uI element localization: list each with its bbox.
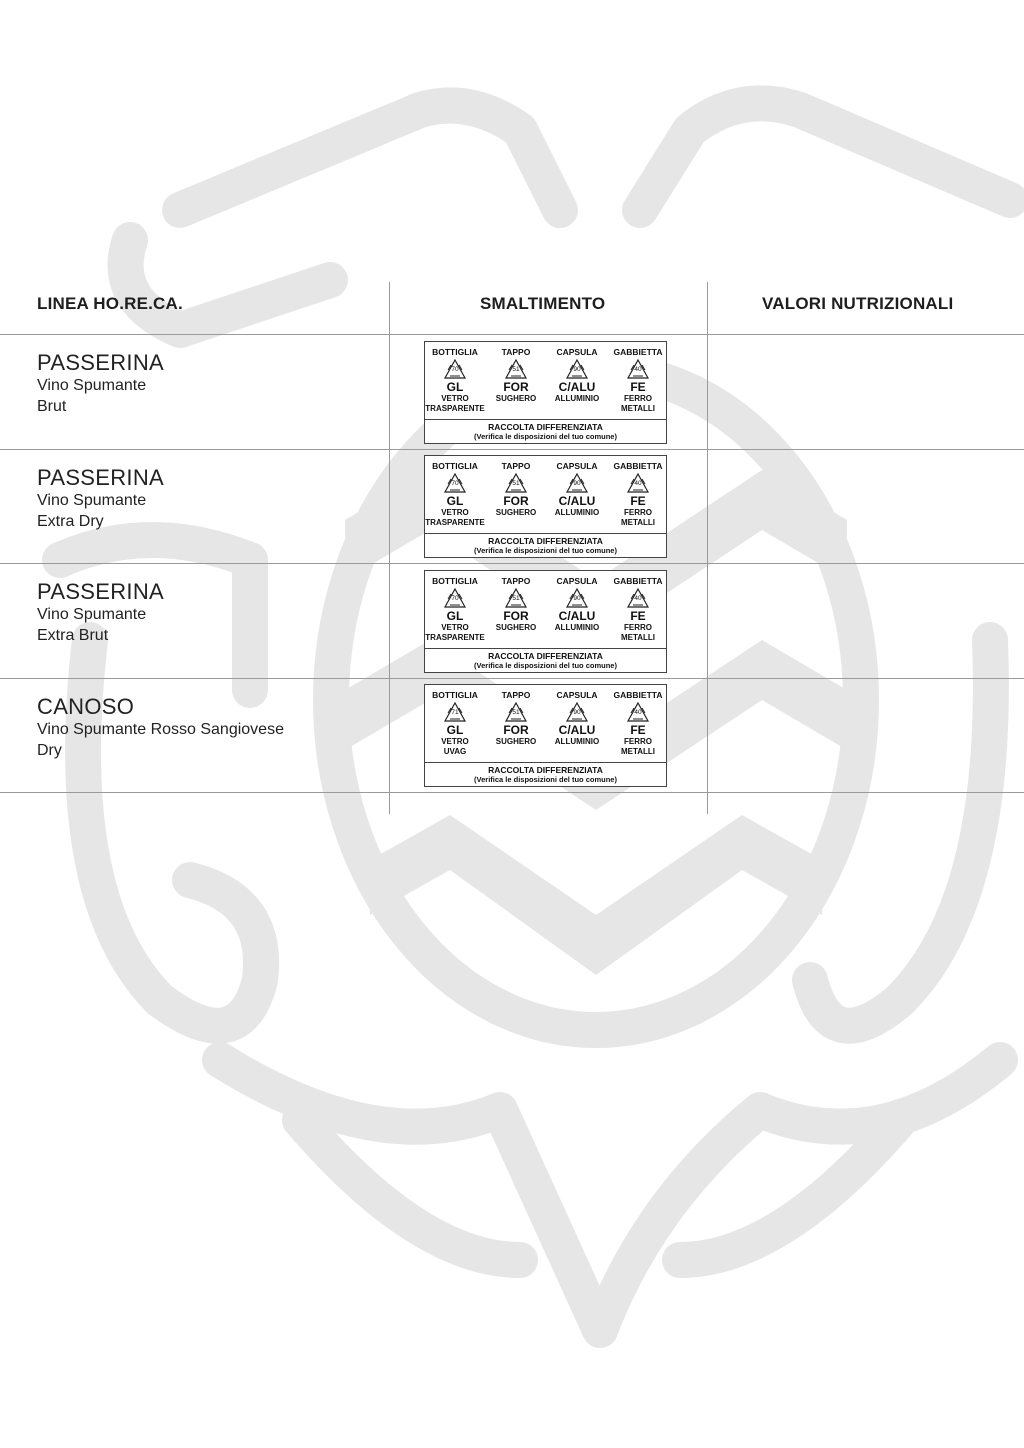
recycling-number: 90 [573, 480, 581, 487]
material-name [425, 737, 485, 757]
material-line-1: SUGHERO [495, 508, 537, 517]
material-name [486, 623, 546, 633]
product-cell [37, 579, 164, 646]
header-valori-nutrizionali: VALORI NUTRIZIONALI [762, 294, 954, 313]
material-code: FOR [503, 723, 529, 737]
component-name: CAPSULA [556, 576, 598, 586]
material-code: FE [630, 380, 646, 394]
disposal-label [424, 570, 667, 673]
product-type: Vino Spumante [37, 377, 147, 394]
component-name: CAPSULA [556, 690, 598, 700]
material-code: C/ALU [558, 609, 596, 623]
component-name: GABBIETTA [613, 690, 663, 700]
verifica-text: (Verifica le disposizioni del tuo comune) [474, 661, 617, 670]
material-line-2: METALLI [620, 747, 656, 756]
material-line-1: VETRO [441, 737, 469, 746]
material-code: C/ALU [558, 723, 596, 737]
recycling-number: 40 [634, 366, 642, 373]
recycling-number: 90 [573, 595, 581, 602]
component-name: GABBIETTA [613, 576, 663, 586]
material-name [547, 508, 607, 518]
product-style: Extra Dry [37, 513, 104, 530]
disposal-footer [425, 648, 666, 672]
product-cell [37, 694, 284, 761]
material-code: FE [630, 609, 646, 623]
component-name: TAPPO [501, 347, 531, 357]
material-code: C/ALU [558, 494, 596, 508]
row-divider [0, 563, 1024, 564]
product-style: Brut [37, 398, 67, 415]
recycling-number: 70 [451, 366, 459, 373]
material-name [547, 737, 607, 747]
material-code: GL [446, 609, 464, 623]
component-name: BOTTIGLIA [432, 347, 478, 357]
component-name: CAPSULA [556, 347, 598, 357]
recycling-number: 51 [512, 480, 520, 487]
raccolta-text: RACCOLTA DIFFERENZIATA [488, 765, 603, 775]
component-name: BOTTIGLIA [432, 461, 478, 471]
raccolta-text: RACCOLTA DIFFERENZIATA [488, 536, 603, 546]
recycling-number: 71 [451, 709, 459, 716]
material-code: FE [630, 723, 646, 737]
material-code: FOR [503, 494, 529, 508]
recycling-number: 40 [634, 709, 642, 716]
material-line-1: SUGHERO [495, 394, 537, 403]
material-name [547, 394, 607, 404]
component-name: TAPPO [501, 690, 531, 700]
component-name: GABBIETTA [613, 347, 663, 357]
material-line-1: VETRO [441, 394, 469, 403]
recycling-number: 51 [512, 595, 520, 602]
product-cell [37, 350, 164, 417]
material-code: FOR [503, 609, 529, 623]
recycling-number: 70 [451, 480, 459, 487]
material-line-2: METALLI [620, 633, 656, 642]
column-divider [389, 282, 390, 814]
column-divider [707, 282, 708, 814]
product-type: Vino Spumante [37, 492, 147, 509]
product-type: Vino Spumante [37, 606, 147, 623]
recycling-number: 51 [512, 366, 520, 373]
material-line-2: METALLI [620, 518, 656, 527]
material-line-1: ALLUMINIO [554, 508, 600, 517]
material-name [608, 623, 668, 643]
material-line-2: TRASPARENTE [425, 633, 485, 642]
material-line-2: METALLI [620, 404, 656, 413]
material-line-1: ALLUMINIO [554, 623, 600, 632]
product-name: PASSERINA [37, 579, 164, 604]
recycling-number: 40 [634, 480, 642, 487]
recycling-number: 51 [512, 709, 520, 716]
material-line-1: SUGHERO [495, 737, 537, 746]
header-linea-horeca: LINEA HO.RE.CA. [37, 294, 183, 313]
material-line-2: TRASPARENTE [425, 404, 485, 413]
component-name: GABBIETTA [613, 461, 663, 471]
disposal-footer [425, 533, 666, 557]
raccolta-text: RACCOLTA DIFFERENZIATA [488, 422, 603, 432]
material-name [486, 508, 546, 518]
component-name: TAPPO [501, 576, 531, 586]
row-divider [0, 792, 1024, 793]
verifica-text: (Verifica le disposizioni del tuo comune) [474, 775, 617, 784]
material-line-2: UVAG [443, 747, 467, 756]
material-line-2: TRASPARENTE [425, 518, 485, 527]
material-code: GL [446, 723, 464, 737]
material-line-1: ALLUMINIO [554, 394, 600, 403]
verifica-text: (Verifica le disposizioni del tuo comune) [474, 432, 617, 441]
material-line-1: ALLUMINIO [554, 737, 600, 746]
disposal-label [424, 684, 667, 787]
material-line-1: FERRO [624, 394, 652, 403]
material-line-1: FERRO [624, 623, 652, 632]
header-smaltimento: SMALTIMENTO [480, 294, 606, 313]
material-line-1: VETRO [441, 508, 469, 517]
component-name: BOTTIGLIA [432, 690, 478, 700]
recycling-number: 90 [573, 709, 581, 716]
recycling-number: 40 [634, 595, 642, 602]
product-cell [37, 465, 164, 532]
material-name [608, 737, 668, 757]
material-name [608, 394, 668, 414]
material-name [425, 508, 485, 528]
recycling-number: 70 [451, 595, 459, 602]
disposal-footer [425, 762, 666, 786]
material-name [425, 623, 485, 643]
material-line-1: FERRO [624, 508, 652, 517]
verifica-text: (Verifica le disposizioni del tuo comune) [474, 546, 617, 555]
component-name: BOTTIGLIA [432, 576, 478, 586]
material-code: FE [630, 494, 646, 508]
component-name: CAPSULA [556, 461, 598, 471]
material-line-1: SUGHERO [495, 623, 537, 632]
product-name: CANOSO [37, 694, 135, 719]
disposal-label [424, 455, 667, 558]
product-name: PASSERINA [37, 350, 164, 375]
material-name [486, 394, 546, 404]
row-divider [0, 449, 1024, 450]
component-name: TAPPO [501, 461, 531, 471]
material-name [608, 508, 668, 528]
material-code: FOR [503, 380, 529, 394]
material-line-1: VETRO [441, 623, 469, 632]
disposal-label [424, 341, 667, 444]
material-code: C/ALU [558, 380, 596, 394]
material-name [547, 623, 607, 633]
product-name: PASSERINA [37, 465, 164, 490]
row-divider [0, 334, 1024, 335]
product-style: Extra Brut [37, 627, 109, 644]
material-line-1: FERRO [624, 737, 652, 746]
disposal-footer [425, 419, 666, 443]
material-code: GL [446, 380, 464, 394]
row-divider [0, 678, 1024, 679]
product-type: Vino Spumante Rosso Sangiovese [37, 721, 284, 738]
material-code: GL [446, 494, 464, 508]
material-name [486, 737, 546, 747]
material-name [425, 394, 485, 414]
product-style: Dry [37, 742, 62, 759]
recycling-number: 90 [573, 366, 581, 373]
raccolta-text: RACCOLTA DIFFERENZIATA [488, 651, 603, 661]
